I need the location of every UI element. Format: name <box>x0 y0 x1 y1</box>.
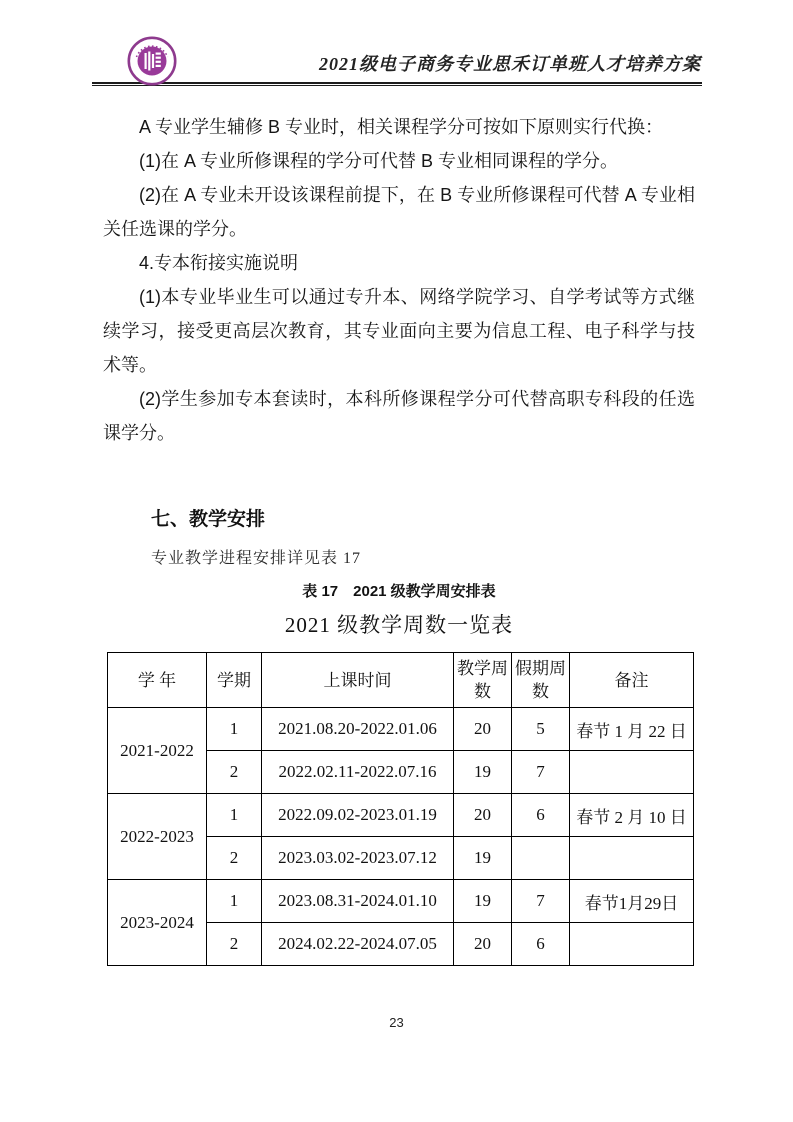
table-row <box>108 880 694 923</box>
section-note-see-table-17: 专业教学进程安排详见表 17 <box>151 550 362 567</box>
section-heading-teaching-arrangement: 七、教学安排 <box>151 509 266 530</box>
column-header-remark: 备注 <box>570 653 694 708</box>
class-time-cell: 2023.03.02-2023.07.12 <box>262 837 454 880</box>
column-header-class-time: 上课时间 <box>262 653 454 708</box>
column-header-teaching-weeks: 教学周数 <box>454 653 512 708</box>
teaching-weeks-cell: 19 <box>454 837 512 880</box>
holiday-weeks-cell: 7 <box>512 751 570 794</box>
holiday-weeks-cell: 6 <box>512 923 570 966</box>
school-logo <box>127 36 177 86</box>
class-time-cell: 2024.02.22-2024.07.05 <box>262 923 454 966</box>
holiday-weeks-cell: 7 <box>512 880 570 923</box>
page-content <box>103 110 695 966</box>
holiday-weeks-cell <box>512 837 570 880</box>
paragraph-rule-1: (1)在 A 专业所修课程的学分可代替 B 专业相同课程的学分。 <box>139 151 619 171</box>
column-header-year: 学 年 <box>108 653 207 708</box>
table-header-row <box>108 653 694 708</box>
paragraph-item-4-heading: 4.专本衔接实施说明 <box>139 253 299 273</box>
remark-cell <box>570 751 694 794</box>
header-double-rule <box>92 82 702 86</box>
remark-cell <box>570 923 694 966</box>
table-row <box>108 794 694 837</box>
paragraph-upgrade-path-1: (1)本专业毕业生可以通过专升本、网络学院学习、自学考试等方式继续学习，接受更高层次教育，其专业面向主要为信息工程、电子科学与技术等。 <box>103 287 695 375</box>
holiday-weeks-cell: 5 <box>512 708 570 751</box>
page-number: 23 <box>389 1015 404 1030</box>
school-seal-icon <box>127 36 177 86</box>
class-time-cell: 2022.09.02-2023.01.19 <box>262 794 454 837</box>
class-time-cell: 2021.08.20-2022.01.06 <box>262 708 454 751</box>
class-time-cell: 2022.02.11-2022.07.16 <box>262 751 454 794</box>
paragraph-upgrade-path-2: (2)学生参加专本套读时，本科所修课程学分可代替高职专科段的任选课学分。 <box>103 389 695 443</box>
semester-cell: 1 <box>207 880 262 923</box>
teaching-weeks-cell: 19 <box>454 751 512 794</box>
teaching-weeks-table <box>107 652 694 966</box>
holiday-weeks-cell: 6 <box>512 794 570 837</box>
table-caption: 表 17 2021 级教学周安排表 <box>302 583 496 600</box>
teaching-weeks-cell: 19 <box>454 880 512 923</box>
semester-cell: 2 <box>207 923 262 966</box>
remark-cell: 春节1月29日 <box>570 880 694 923</box>
document-header-title: 2021级电子商务专业思禾订单班人才培养方案 <box>319 54 701 74</box>
semester-cell: 1 <box>207 794 262 837</box>
table-title: 2021 级教学周数一览表 <box>284 613 514 637</box>
column-header-holiday-weeks: 假期周数 <box>512 653 570 708</box>
table-row <box>108 708 694 751</box>
teaching-weeks-cell: 20 <box>454 923 512 966</box>
semester-cell: 2 <box>207 751 262 794</box>
remark-cell: 春节 1 月 22 日 <box>570 708 694 751</box>
semester-cell: 1 <box>207 708 262 751</box>
teaching-weeks-cell: 20 <box>454 794 512 837</box>
year-cell: 2023-2024 <box>108 880 207 966</box>
teaching-weeks-cell: 20 <box>454 708 512 751</box>
column-header-semester: 学期 <box>207 653 262 708</box>
class-time-cell: 2023.08.31-2024.01.10 <box>262 880 454 923</box>
year-cell: 2021-2022 <box>108 708 207 794</box>
remark-cell: 春节 2 月 10 日 <box>570 794 694 837</box>
year-cell: 2022-2023 <box>108 794 207 880</box>
paragraph-minor-rules-intro: A 专业学生辅修 B 专业时，相关课程学分可按如下原则实行代换： <box>139 117 664 137</box>
semester-cell: 2 <box>207 837 262 880</box>
paragraph-rule-2: (2)在 A 专业未开设该课程前提下，在 B 专业所修课程可代替 A 专业相关任选课的学分。 <box>103 185 695 239</box>
remark-cell <box>570 837 694 880</box>
